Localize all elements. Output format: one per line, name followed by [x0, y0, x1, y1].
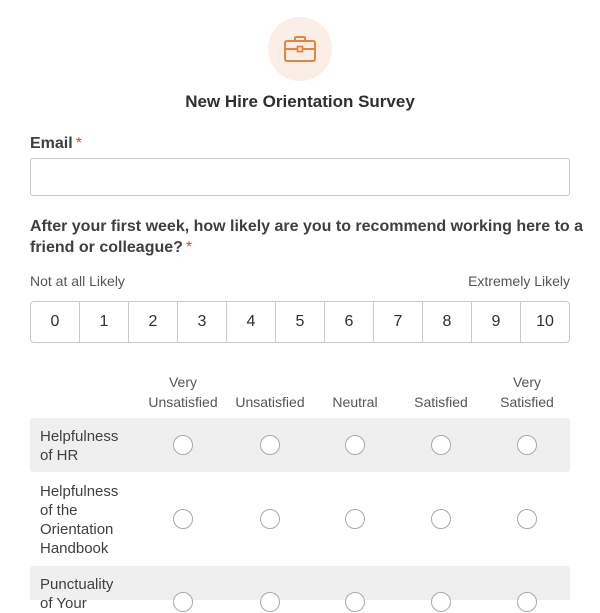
matrix-column-header: [230, 372, 310, 412]
scale-option-9[interactable]: 9: [472, 302, 521, 342]
required-mark: *: [185, 239, 193, 256]
scale-option-0[interactable]: 0: [31, 302, 80, 342]
radio-satisfied[interactable]: [431, 592, 451, 612]
row-label-line: of Your: [40, 595, 87, 612]
radio-satisfied[interactable]: [431, 435, 451, 455]
radio-very-satisfied[interactable]: [517, 435, 537, 455]
column-header-line2: Unsatisfied: [148, 394, 218, 410]
scale-option-2[interactable]: 2: [129, 302, 178, 342]
matrix-row-label: [40, 482, 140, 558]
column-header-line2: Neutral: [332, 394, 378, 410]
scale-option-6[interactable]: 6: [325, 302, 374, 342]
matrix-row-punctuality: [30, 566, 570, 612]
form-title: New Hire Orientation Survey: [185, 92, 415, 111]
row-label-line: Helpfulness: [40, 483, 119, 500]
column-header-line1: Very: [168, 374, 197, 390]
matrix-column-header: [315, 372, 395, 412]
recommend-question-line1: After your first week, how likely are you to recommend working here to a: [30, 218, 584, 235]
column-header-line1: Very: [512, 374, 541, 390]
radio-unsatisfied[interactable]: [260, 435, 280, 455]
radio-neutral[interactable]: [345, 509, 365, 529]
radio-neutral[interactable]: [345, 592, 365, 612]
row-label-line: Orientation: [40, 521, 114, 538]
row-label-line: of the: [40, 502, 78, 519]
recommend-question-line2-wrap: [30, 237, 583, 258]
matrix-column-header: [143, 372, 223, 412]
column-header-line2: Satisfied: [414, 394, 468, 410]
radio-satisfied[interactable]: [431, 509, 451, 529]
matrix-column-header: [401, 372, 481, 412]
row-label-line: Handbook: [40, 540, 109, 557]
radio-unsatisfied[interactable]: [260, 592, 280, 612]
scale-option-7[interactable]: 7: [374, 302, 423, 342]
email-label-text: Email: [30, 135, 73, 152]
email-field[interactable]: [30, 158, 570, 196]
likelihood-scale: [30, 301, 570, 343]
radio-unsatisfied[interactable]: [260, 509, 280, 529]
column-header-line2: Satisfied: [500, 394, 554, 410]
radio-very-unsatisfied[interactable]: [173, 509, 193, 529]
scale-low-caption: Not at all Likely: [30, 273, 125, 289]
column-header-line1: [315, 372, 395, 392]
row-label-line: of HR: [40, 447, 79, 464]
radio-very-unsatisfied[interactable]: [173, 592, 193, 612]
scale-option-4[interactable]: 4: [227, 302, 276, 342]
matrix-row-hr: [30, 418, 570, 472]
row-label-line: Punctuality: [40, 576, 114, 593]
matrix-row-label: [40, 575, 140, 613]
email-label: [30, 133, 82, 154]
form-logo: [268, 17, 332, 81]
scale-high-caption: Extremely Likely: [468, 273, 570, 289]
column-header-line2: Unsatisfied: [235, 394, 305, 410]
radio-very-satisfied[interactable]: [517, 509, 537, 529]
column-header-line1: [230, 372, 310, 392]
radio-very-unsatisfied[interactable]: [173, 435, 193, 455]
scale-option-5[interactable]: 5: [276, 302, 325, 342]
scale-option-10[interactable]: 10: [536, 313, 554, 330]
briefcase-icon: [283, 35, 317, 63]
scale-option-3[interactable]: 3: [178, 302, 227, 342]
scale-option-8[interactable]: 8: [423, 302, 472, 342]
row-label-line: Helpfulness: [40, 428, 119, 445]
recommend-question-label: [30, 216, 583, 258]
recommend-question-line2: friend or colleague?: [30, 239, 183, 256]
radio-very-satisfied[interactable]: [517, 592, 537, 612]
matrix-row-handbook: [30, 474, 570, 564]
scale-option-1[interactable]: 1: [80, 302, 129, 342]
required-mark: *: [75, 135, 82, 152]
matrix-column-header: [487, 372, 567, 412]
radio-neutral[interactable]: [345, 435, 365, 455]
matrix-row-label: [40, 427, 140, 465]
column-header-line1: [401, 372, 481, 392]
